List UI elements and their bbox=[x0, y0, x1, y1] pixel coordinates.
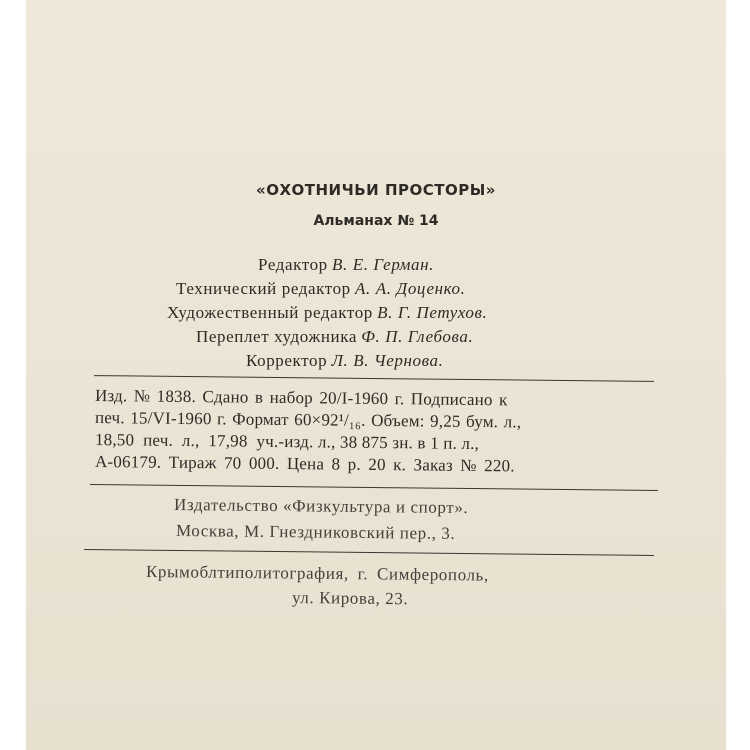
printer-name: Крымоблтиполитография, г. Симферополь, bbox=[145, 562, 489, 585]
credit-role: Художественный редактор bbox=[167, 303, 373, 322]
divider-rule bbox=[90, 484, 658, 491]
credit-name: А. А. Доценко. bbox=[355, 279, 466, 298]
credit-name: В. Е. Герман. bbox=[332, 255, 435, 274]
divider-rule bbox=[94, 375, 654, 382]
printer-address: ул. Кирова, 23. bbox=[291, 588, 409, 609]
credit-line-art-editor bbox=[167, 304, 487, 321]
credit-line-binding-artist bbox=[196, 328, 473, 345]
almanac-issue: Альманах № 14 bbox=[313, 213, 439, 229]
book-title: «ОХОТНИЧЬИ ПРОСТОРЫ» bbox=[256, 181, 496, 199]
credit-name: Ф. П. Глебова. bbox=[361, 327, 474, 346]
publisher-name: Издательство «Физкультура и спорт». bbox=[173, 495, 469, 518]
credit-name: Л. В. Чернова. bbox=[331, 351, 444, 370]
divider-rule bbox=[84, 549, 654, 556]
publisher-address: Москва, М. Гнездниковский пер., 3. bbox=[175, 521, 456, 543]
imprint-line-3: 18,50 печ. л., 17,98 уч.-изд. л., 38 875 зн. в 1 п. л., bbox=[94, 430, 480, 454]
credit-role: Переплет художника bbox=[196, 327, 357, 346]
book-colophon-page bbox=[26, 0, 726, 750]
credit-role: Редактор bbox=[258, 255, 328, 274]
credit-role: Корректор bbox=[246, 351, 328, 370]
imprint-line-4: А-06179. Тираж 70 000. Цена 8 р. 20 к. Заказ № 220. bbox=[94, 452, 515, 476]
imprint-line-2: печ. 15/VI-1960 г. Формат 60×92¹/₁₆. Объем: 9,25 бум. л., bbox=[94, 408, 522, 432]
credit-name: В. Г. Петухов. bbox=[377, 303, 488, 322]
credit-role: Технический редактор bbox=[176, 279, 351, 298]
credit-line-tech-editor bbox=[176, 280, 465, 297]
credit-line-editor bbox=[258, 256, 434, 273]
imprint-line-1: Изд. № 1838. Сдано в набор 20/I-1960 г. Подписано к bbox=[94, 386, 508, 410]
credit-line-proofreader bbox=[246, 352, 443, 369]
